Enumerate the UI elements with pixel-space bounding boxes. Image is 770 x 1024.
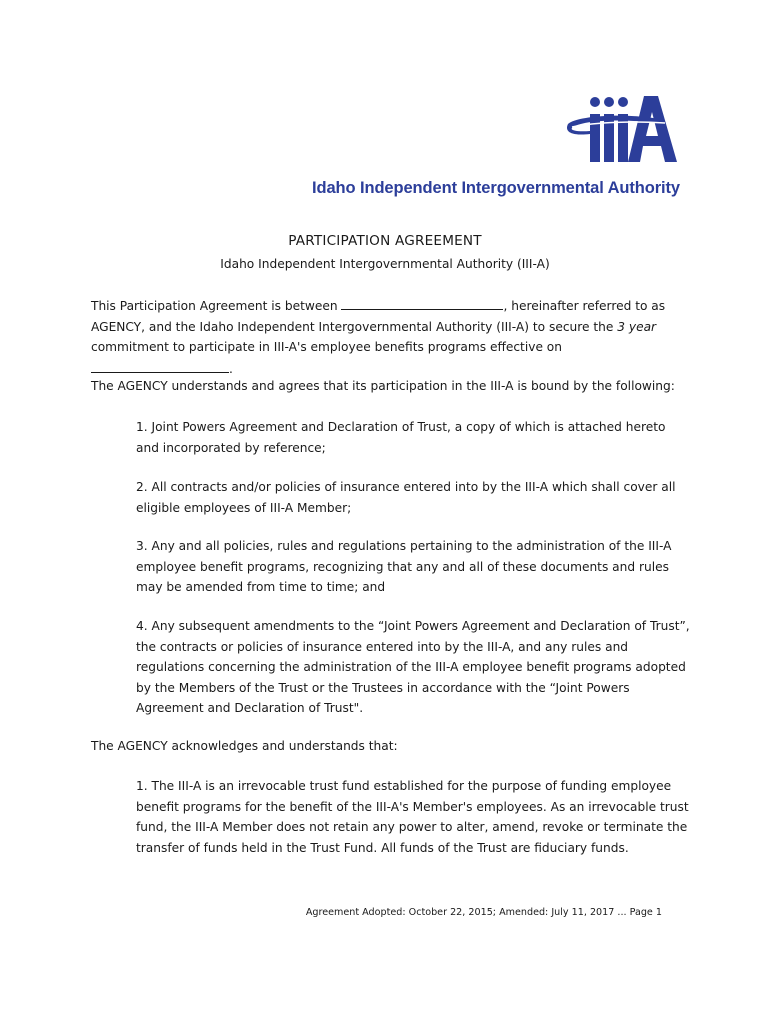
term-text: 3 year xyxy=(617,319,657,334)
intro-text: . xyxy=(229,361,233,376)
intro-text: This Participation Agreement is between xyxy=(91,299,338,313)
page-footer: Agreement Adopted: October 22, 2015; Amended: July 11, 2017 ... Page 1 xyxy=(305,907,662,918)
organization-name: Idaho Independent Intergovernmental Authority xyxy=(312,179,680,197)
effective-date-blank[interactable] xyxy=(91,358,229,373)
list-item: 1. The III-A is an irrevocable trust fund established for the purpose of funding employee benefit programs for the benefit of the III-A's Member's employees. As an irrevocable trust fund, the III-A Member does not retain any power to alter, amend, revoke or terminate the transfer of funds held in the Trust Fund. All funds of the Trust are fiduciary funds. xyxy=(136,779,689,855)
list-item: 1. Joint Powers Agreement and Declaration of Trust, a copy of which is attached hereto and incorporated by reference; xyxy=(136,420,666,455)
list-item: 2. All contracts and/or policies of insurance entered into by the III-A which shall cover all eligible employees of III-A Member; xyxy=(136,480,676,515)
document-subtitle: Idaho Independent Intergovernmental Authority (III-A) xyxy=(220,257,550,271)
bound-by-intro: The AGENCY understands and agrees that its participation in the III-A is bound by the following: xyxy=(91,379,675,393)
list-item: 3. Any and all policies, rules and regulations pertaining to the administration of the III-A employee benefit programs, recognizing that any and all of these documents and rules may be amended from time to time; and xyxy=(136,539,672,594)
agency-name-blank[interactable] xyxy=(341,295,503,310)
intro-text: , hereinafter referred to as AGENCY, and the Idaho Independent Intergovernmental Authority (III-A) to secure the xyxy=(91,299,666,334)
document-title: PARTICIPATION AGREEMENT xyxy=(288,233,482,249)
list-item: 4. Any subsequent amendments to the “Joint Powers Agreement and Declaration of Trust”, the contracts or policies of insurance entered into by the III-A, and any rules and regulations concerning the administration of the III-A employee benefit programs adopted by the Members of the Trust or the Trustees in accordance with the “Joint Powers Agreement and Declaration of Trust". xyxy=(136,619,690,715)
intro-paragraph xyxy=(91,295,691,379)
acknowledges-intro: The AGENCY acknowledges and understands that: xyxy=(91,739,398,753)
iiia-logo xyxy=(566,94,678,164)
intro-text: commitment to participate in III-A's employee benefits programs effective on xyxy=(91,340,562,354)
